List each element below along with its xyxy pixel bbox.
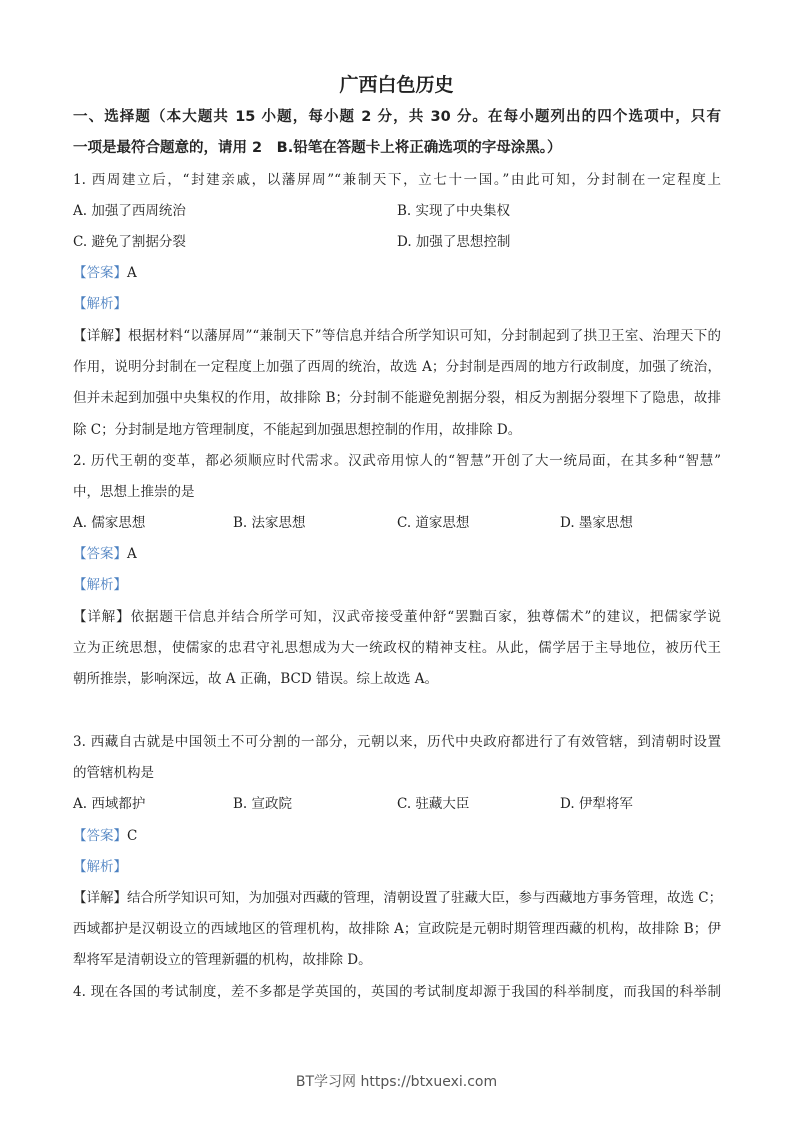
option-b: B. 法家思想 <box>233 515 306 531</box>
option-c: C. 道家思想 <box>397 515 470 531</box>
detail-line: 西域都护是汉朝设立的西域地区的管理机构，故排除 A；宣政院是元朝时期管理西藏的机构，故排除 B；伊 <box>73 921 721 937</box>
answer-line <box>73 264 721 282</box>
answer-value: A <box>127 546 137 562</box>
question-2-stem: 中，思想上推崇的是 <box>73 484 195 500</box>
footer-watermark: BT学习网 https://btxuexi.com <box>295 1074 498 1090</box>
detail-line: 作用，说明分封制在一定程度上加强了西周的统治，故选 A；分封制是西周的地方行政制度，加强了统治， <box>73 359 721 375</box>
detail-line: 立为正统思想，使儒家的忠君守礼思想成为大一统政权的精神支柱。从此，儒学居于主导地位，被历代王 <box>73 640 721 656</box>
analysis-label: 【解析】 <box>73 577 127 593</box>
option-c: C. 避免了割据分裂 <box>73 234 186 250</box>
option-a: A. 儒家思想 <box>73 515 146 531</box>
answer-line <box>73 827 721 845</box>
analysis-label: 【解析】 <box>73 859 127 875</box>
detail-line: 除 C；分封制是地方管理制度，不能起到加强思想控制的作用，故排除 D。 <box>73 422 522 438</box>
answer-line <box>73 545 721 563</box>
question-1-stem: 1. 西周建立后，“封建亲戚，以藩屏周”“兼制天下，立七十一国。”由此可知，分封制在一定程度上 <box>73 172 721 188</box>
question-2-stem: 2. 历代王朝的变革，都必须顺应时代需求。汉武帝用惊人的“智慧”开创了大一统局面，在其多种“智慧” <box>73 453 721 469</box>
option-a: A. 西域都护 <box>73 796 146 812</box>
option-a: A. 加强了西周统治 <box>73 203 186 219</box>
option-c: C. 驻藏大臣 <box>397 796 470 812</box>
detail-text: 根据材料“以藩屏周”“兼制天下”等信息并结合所学知识可知，分封制起到了拱卫王室、治理天下的 <box>128 328 722 344</box>
option-b: B. 实现了中央集权 <box>397 203 511 219</box>
question-3-stem: 3. 西藏自古就是中国领土不可分割的一部分，元朝以来，历代中央政府都进行了有效管辖，到清朝时设置 <box>73 734 721 750</box>
answer-label: 【答案】 <box>73 828 127 844</box>
detail-line <box>73 889 721 907</box>
detail-label: 【详解】 <box>73 328 129 344</box>
option-d: D. 加强了思想控制 <box>397 234 511 250</box>
page-title: 广西白色历史 <box>339 74 454 96</box>
detail-line: 但并未起到加强中央集权的作用，故排除 B；分封制不能避免割据分裂，相反为割据分裂埋下了隐患，故排 <box>73 390 721 406</box>
option-d: D. 墨家思想 <box>560 515 633 531</box>
detail-line <box>73 608 721 626</box>
detail-text: 依据题干信息并结合所学可知，汉武帝接受董仲舒“罢黜百家，独尊儒术”的建议，把儒家学说 <box>130 609 721 625</box>
detail-line <box>73 327 721 345</box>
answer-label: 【答案】 <box>73 265 127 281</box>
detail-label: 【详解】 <box>73 609 131 625</box>
answer-value: A <box>127 265 137 281</box>
analysis-label: 【解析】 <box>73 296 127 312</box>
option-b: B. 宣政院 <box>233 796 293 812</box>
detail-line: 犁将军是清朝设立的管理新疆的机构，故排除 D。 <box>73 952 372 968</box>
answer-value: C <box>127 828 138 844</box>
question-3-stem: 的管辖机构是 <box>73 765 154 781</box>
detail-line: 朝所推崇，影响深远，故 A 正确，BCD 错误。综上故选 A。 <box>73 671 438 687</box>
detail-text: 结合所学知识可知，为加强对西藏的管理，清朝设置了驻藏大臣，参与西藏地方事务管理，故选 C； <box>127 890 723 906</box>
section-header: 一项是最符合题意的，请用 2 B.铅笔在答题卡上将正确选项的字母涂黑。） <box>73 140 562 156</box>
section-header: 一、选择题（本大题共 15 小题，每小题 2 分，共 30 分。在每小题列出的四个选项中，只有 <box>73 109 721 125</box>
answer-label: 【答案】 <box>73 546 127 562</box>
detail-label: 【详解】 <box>73 890 127 906</box>
option-d: D. 伊犁将军 <box>560 796 633 812</box>
question-4-stem: 4. 现在各国的考试制度，差不多都是学英国的，英国的考试制度却源于我国的科举制度，而我国的科举制 <box>73 984 721 1000</box>
